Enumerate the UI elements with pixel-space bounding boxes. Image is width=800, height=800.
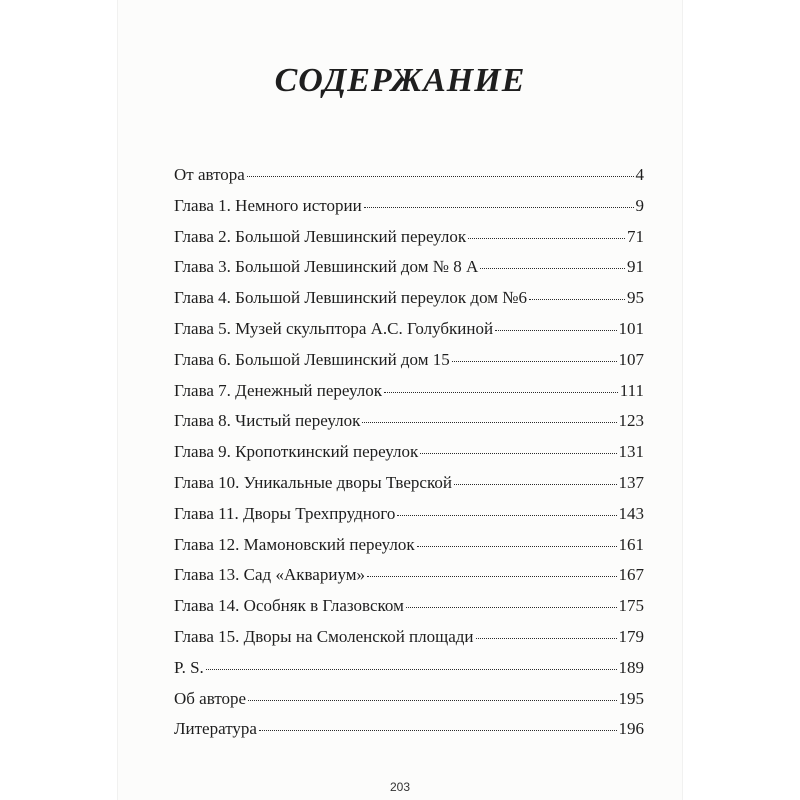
toc-entry bbox=[174, 565, 644, 596]
toc-entry bbox=[174, 719, 644, 750]
toc-entry-title: Глава 5. Музей скульптора А.С. Голубкиной bbox=[174, 318, 494, 338]
toc-entry bbox=[174, 442, 644, 473]
dot-leader bbox=[495, 330, 616, 331]
toc-entry bbox=[174, 504, 644, 535]
dot-leader bbox=[206, 669, 617, 670]
toc-entry-title: Глава 11. Дворы Трехпрудного bbox=[174, 503, 396, 523]
toc-entry-page: 131 bbox=[618, 442, 644, 462]
toc-entry-page: 179 bbox=[618, 626, 644, 646]
toc-entry bbox=[174, 381, 644, 412]
toc-entry-page: 123 bbox=[618, 411, 644, 431]
dot-leader bbox=[362, 422, 616, 423]
dot-leader bbox=[259, 730, 617, 731]
toc-entry-page: 175 bbox=[618, 596, 644, 616]
toc-entry bbox=[174, 227, 644, 258]
toc-entry-title: Глава 14. Особняк в Глазовском bbox=[174, 596, 404, 616]
toc-entry-page: 189 bbox=[618, 657, 644, 677]
dot-leader bbox=[468, 238, 625, 239]
toc-entry bbox=[174, 288, 644, 319]
toc-entry-title: От автора bbox=[174, 165, 245, 184]
toc-entry-title: Глава 2. Большой Левшинский переулок bbox=[174, 226, 467, 246]
dot-leader bbox=[397, 515, 616, 516]
toc-entry bbox=[174, 350, 644, 381]
toc-entry bbox=[174, 196, 644, 227]
toc-entry-title: Глава 9. Кропоткинский переулок bbox=[174, 442, 419, 462]
toc-entry-title: P. S. bbox=[174, 657, 204, 677]
toc-entry bbox=[174, 411, 644, 442]
toc-entry-title: Глава 3. Большой Левшинский дом № 8 А bbox=[174, 257, 479, 277]
toc-entry-page: 4 bbox=[635, 165, 644, 184]
book-page bbox=[118, 0, 682, 800]
dot-leader bbox=[247, 176, 634, 177]
toc-entry-title: Глава 1. Немного истории bbox=[174, 195, 362, 215]
toc-entry-page: 71 bbox=[627, 226, 644, 246]
toc-entry bbox=[174, 165, 644, 196]
toc-entry-page: 161 bbox=[618, 534, 644, 554]
toc-entry bbox=[174, 689, 644, 720]
table-of-contents bbox=[174, 165, 644, 750]
dot-leader bbox=[367, 576, 617, 577]
toc-entry-page: 196 bbox=[618, 719, 644, 739]
toc-entry-title: Глава 13. Сад «Аквариум» bbox=[174, 565, 365, 585]
toc-entry-page: 111 bbox=[619, 380, 644, 400]
toc-entry-page: 95 bbox=[627, 288, 644, 308]
toc-entry-page: 167 bbox=[618, 565, 644, 585]
toc-entry-page: 137 bbox=[618, 472, 644, 492]
toc-entry-title: Об авторе bbox=[174, 688, 247, 708]
toc-entry-page: 101 bbox=[618, 318, 644, 338]
toc-entry-title: Глава 12. Мамоновский переулок bbox=[174, 534, 415, 554]
toc-entry-title: Глава 4. Большой Левшинский переулок дом №6 bbox=[174, 288, 527, 308]
toc-entry bbox=[174, 627, 644, 658]
toc-entry-title: Литература bbox=[174, 719, 257, 739]
toc-entry-title: Глава 15. Дворы на Смоленской площади bbox=[174, 626, 474, 646]
dot-leader bbox=[417, 546, 617, 547]
dot-leader bbox=[420, 453, 616, 454]
dot-leader bbox=[480, 268, 625, 269]
toc-entry bbox=[174, 257, 644, 288]
toc-entry-title: Глава 6. Большой Левшинский дом 15 bbox=[174, 349, 450, 369]
toc-entry bbox=[174, 658, 644, 689]
toc-entry-page: 107 bbox=[618, 349, 644, 369]
dot-leader bbox=[529, 299, 625, 300]
dot-leader bbox=[384, 392, 618, 393]
dot-leader bbox=[364, 207, 634, 208]
dot-leader bbox=[406, 607, 617, 608]
dot-leader bbox=[476, 638, 617, 639]
toc-entry-title: Глава 8. Чистый переулок bbox=[174, 411, 361, 431]
page-number: 203 bbox=[389, 780, 411, 794]
dot-leader bbox=[452, 361, 617, 362]
toc-entry-title: Глава 7. Денежный переулок bbox=[174, 380, 383, 400]
toc-entry-page: 195 bbox=[618, 688, 644, 708]
dot-leader bbox=[454, 484, 617, 485]
toc-entry-page: 9 bbox=[635, 195, 644, 215]
toc-entry bbox=[174, 535, 644, 566]
dot-leader bbox=[248, 700, 616, 701]
toc-entry bbox=[174, 473, 644, 504]
toc-entry-page: 143 bbox=[618, 503, 644, 523]
toc-entry-page: 91 bbox=[627, 257, 644, 277]
page-title: СОДЕРЖАНИЕ bbox=[274, 62, 526, 99]
toc-entry bbox=[174, 596, 644, 627]
toc-entry bbox=[174, 319, 644, 350]
toc-entry-title: Глава 10. Уникальные дворы Тверской bbox=[174, 472, 452, 492]
